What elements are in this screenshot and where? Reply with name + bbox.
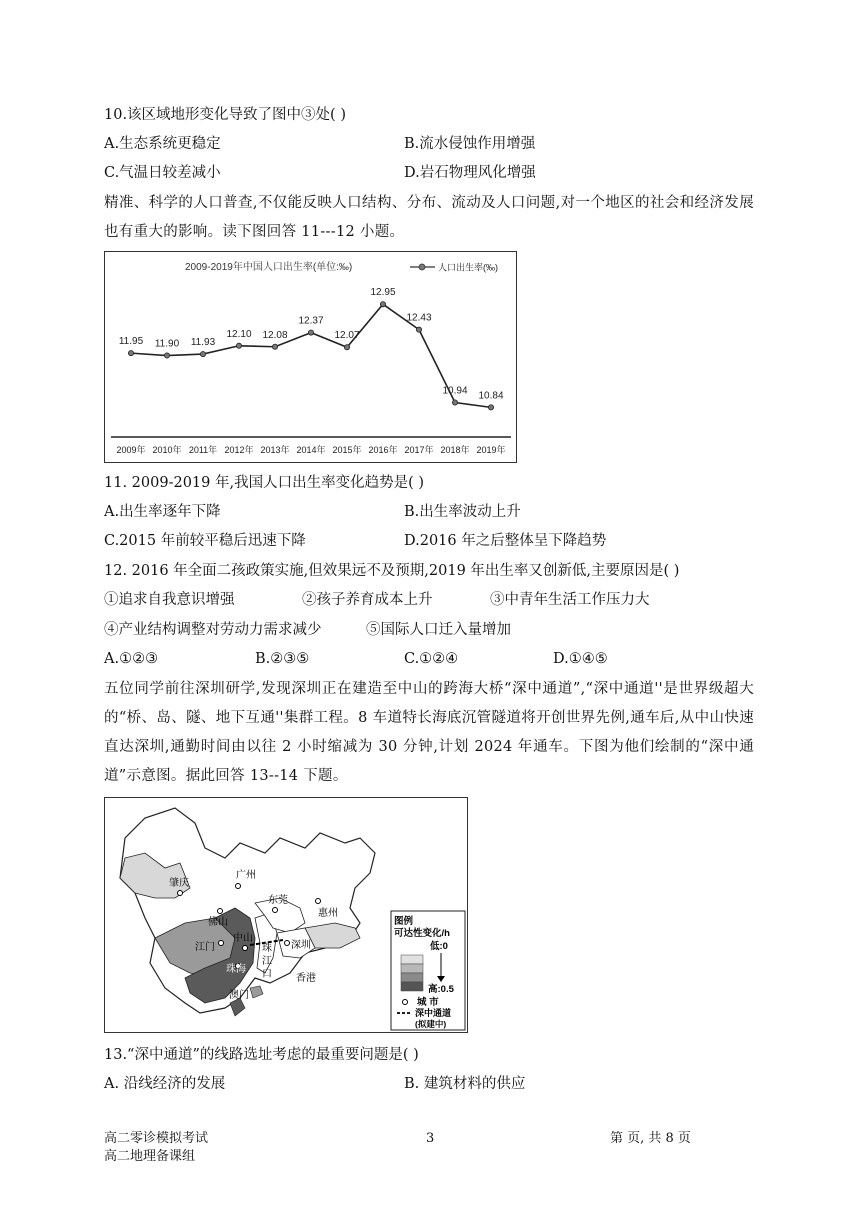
city-marker-zhongshan: [243, 946, 248, 951]
legend-swatch-3: [401, 973, 423, 982]
data-point: [272, 344, 277, 349]
data-point: [344, 345, 349, 350]
city-label-jiangmen: 江门: [195, 942, 215, 953]
legend-title: 图例: [394, 916, 414, 927]
q10-option-a: A.生态系统更稳定: [104, 136, 221, 152]
data-label: 12.43: [406, 312, 432, 324]
data-label: 12.95: [370, 287, 396, 299]
x-tick-label: 2019年: [476, 445, 506, 455]
data-point: [308, 330, 313, 335]
q12-stem: 12. 2016 年全面二孩政策实施,但效果远不及预期,2019 年出生率又创新低,主要原因是( ): [104, 563, 680, 579]
city-marker-foshan: [218, 909, 223, 914]
city-label-hongkong: 香港: [296, 973, 316, 984]
birth-rate-chart-svg: [105, 252, 516, 462]
q12-option-c: C.①②④: [404, 651, 459, 667]
q11-option-d: D.2016 年之后整体呈下降趋势: [404, 533, 607, 549]
data-label: 12.07: [334, 330, 360, 342]
birth-rate-chart: [104, 251, 517, 463]
river-label-kou: 口: [262, 969, 272, 980]
city-label-foshan: 佛山: [208, 917, 228, 928]
intro-paragraph-shenzhong: 五位同学前往深圳研学,发现深圳正在建造至中山的跨海大桥“深中通道”,“深中通道''是世界级超大的“桥、岛、隧、地下互通''集群工程。8 车道特长海底沉管隧道将开创世界先例,通车后,从中山快速直达深圳,通勤时间由以往 2 小时缩减为 30 分钟,计划 2024 年通车。下图为他们绘制的“深中通道”示意图。据此回答 13--14 下题。: [104, 681, 754, 784]
q13-stem: 13.“深中通道”的线路选址考虑的最重要问题是( ): [104, 1047, 419, 1063]
q12-option-d: D.①④⑤: [553, 651, 608, 667]
q12-choice-5: ⑤国际人口迁入量增加: [366, 622, 511, 638]
city-label-zhuhai: 珠海: [226, 964, 246, 975]
data-point: [128, 351, 133, 356]
q10-option-b: B.流水侵蚀作用增强: [404, 136, 536, 152]
city-label-shenzhen: 深圳: [291, 940, 311, 951]
q12-choice-4: ④产业结构调整对劳动力需求减少: [104, 622, 322, 638]
legend-city-marker: [403, 1000, 408, 1005]
q11-option-c: C.2015 年前较平稳后迅速下降: [104, 533, 306, 549]
city-label-dongguan: 东莞: [268, 895, 288, 906]
chart-plot-area: [116, 287, 505, 455]
legend-swatch-1: [401, 955, 423, 964]
legend-city-label: 城 市: [417, 997, 439, 1008]
legend-tunnel-label: 深中通道: [415, 1008, 452, 1018]
x-tick-label: 2015年: [332, 445, 362, 455]
legend-subtitle: 可达性变化/h: [394, 928, 450, 939]
x-tick-label: 2017年: [404, 445, 434, 455]
legend-swatch-4: [401, 982, 423, 991]
legend-swatch-2: [401, 964, 423, 973]
city-marker-huizhou: [316, 899, 321, 904]
q10-option-d: D.岩石物理风化增强: [404, 165, 536, 181]
data-label: 11.90: [154, 338, 180, 350]
river-label-jiang: 江: [262, 956, 272, 967]
data-point: [236, 343, 241, 348]
data-point: [416, 327, 421, 332]
x-tick-label: 2010年: [152, 445, 182, 455]
footer-exam-name: 高二零诊模拟考试: [104, 1131, 209, 1146]
legend-marker: [419, 264, 425, 270]
x-tick-label: 2013年: [260, 445, 290, 455]
data-label: 12.08: [262, 329, 288, 341]
q11-option-a: A.出生率逐年下降: [104, 504, 221, 520]
city-label-zhaoqing: 肇庆: [169, 878, 189, 889]
legend-low: 低:0: [430, 941, 448, 952]
x-tick-label: 2009年: [116, 445, 146, 455]
city-marker-shenzhen: [285, 941, 290, 946]
data-point: [164, 353, 169, 358]
legend-label: 人口出生率(‰): [438, 262, 498, 273]
map-svg: [105, 798, 467, 1032]
q12-choice-2: ②孩子养育成本上升: [302, 592, 433, 608]
q11-option-b: B.出生率波动上升: [404, 504, 521, 520]
q10-stem: 10.该区域地形变化导致了图中③处( ): [104, 107, 346, 123]
x-tick-label: 2018年: [440, 445, 470, 455]
q10-option-c: C.气温日较差减小: [104, 165, 221, 181]
q11-stem: 11. 2009-2019 年,我国人口出生率变化趋势是( ): [104, 475, 425, 491]
q12-option-b: B.②③⑤: [255, 651, 310, 667]
data-point: [452, 400, 457, 405]
q13-option-b: B. 建筑材料的供应: [404, 1076, 526, 1092]
data-point: [380, 302, 385, 307]
legend-tunnel-note: (拟建中): [415, 1019, 447, 1029]
city-marker-guangzhou: [236, 884, 241, 889]
city-label-guangzhou: 广州: [236, 870, 256, 881]
x-tick-label: 2011年: [188, 445, 218, 455]
city-label-huizhou: 惠州: [318, 908, 338, 919]
q12-choice-1: ①追求自我意识增强: [104, 592, 235, 608]
data-label: 12.37: [298, 315, 324, 327]
river-label-zhu: 珠: [262, 943, 272, 954]
city-label-zhongshan: 中山: [233, 933, 253, 944]
data-label: 10.94: [442, 385, 468, 397]
q12-choice-3: ③中青年生活工作压力大: [490, 592, 650, 608]
footer-page-text: 第 页, 共 8 页: [610, 1131, 691, 1146]
q12-option-a: A.①②③: [104, 651, 159, 667]
map-legend: [391, 911, 465, 1030]
x-tick-label: 2016年: [368, 445, 398, 455]
data-label: 11.95: [118, 336, 144, 348]
data-label: 12.10: [226, 328, 252, 340]
x-tick-label: 2012年: [224, 445, 254, 455]
city-marker-zhaoqing: [178, 891, 183, 896]
data-point: [200, 351, 205, 356]
x-tick-label: 2014年: [296, 445, 326, 455]
footer-group-name: 高二地理备课组: [104, 1149, 196, 1164]
city-marker-jiangmen: [219, 941, 224, 946]
data-label: 10.84: [478, 390, 504, 402]
footer-page-number: 3: [426, 1131, 435, 1146]
intro-paragraph-census: 精准、科学的人口普查,不仅能反映人口结构、分布、流动及人口问题,对一个地区的社会和经济发展也有重大的影响。读下图回答 11---12 小题。: [104, 195, 754, 240]
shenzhong-channel-map: [104, 797, 468, 1033]
data-label: 11.93: [190, 337, 216, 349]
island: [250, 986, 263, 998]
q13-option-a: A. 沿线经济的发展: [104, 1076, 226, 1092]
chart-title: 2009-2019年中国人口出生率(单位:‰): [185, 262, 353, 273]
data-point: [488, 405, 493, 410]
chart-legend: [410, 262, 498, 273]
city-marker-dongguan: [273, 908, 278, 913]
city-label-macau: 澳门: [229, 990, 249, 1001]
legend-high: 高:0.5: [428, 984, 454, 995]
